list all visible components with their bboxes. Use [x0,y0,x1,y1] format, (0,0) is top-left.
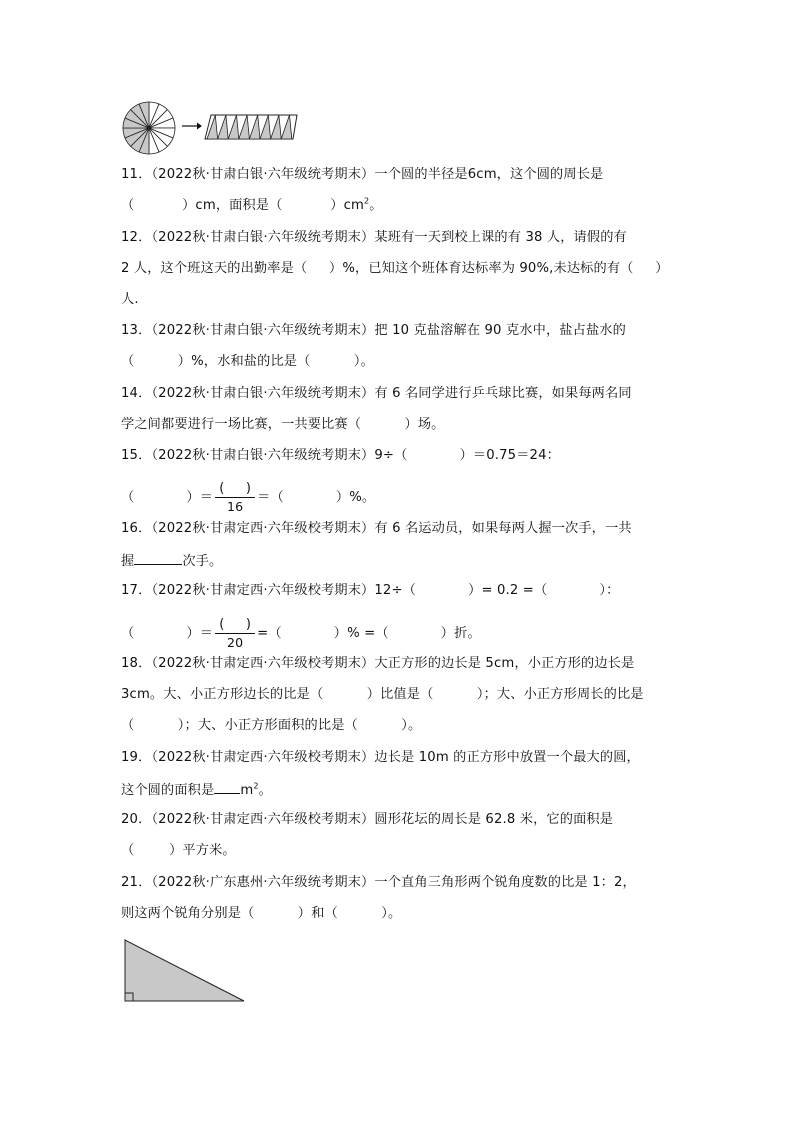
question-19-line-2 [121,780,272,800]
question-12-line-1: 12．（2022秋·甘肃白银·六年级统考期末）某班有一天到校上课的有 38 人，请假的有 [121,230,627,245]
question-11-end: 。 [369,198,383,213]
question-16-line-1: 16．（2022秋·甘肃定西·六年级校考期末）有 6 名运动员，如果每两人握一次手，一共 [121,521,632,536]
question-19-end: 。 [258,783,272,798]
question-18-line-3: （ ）；大、小正方形面积的比是（ ）。 [121,718,422,733]
rearranged-sectors-parallelogram-icon [203,113,299,141]
question-11-text: （ ）cm，面积是（ ）cm [121,198,365,213]
circle-divided-into-sectors-icon [121,100,177,156]
answer-blank[interactable] [214,780,240,794]
superscript: 2 [253,781,259,791]
question-20-line-1: 20．（2022秋·甘肃定西·六年级校考期末）圆形花坛的周长是 62.8 米，它的面积是 [121,812,614,827]
question-13-line-2: （ ）%，水和盐的比是（ ）。 [121,354,374,369]
question-17-line-1: 17．（2022秋·甘肃定西·六年级校考期末）12÷（ ）= 0.2 =（ ）： [121,583,620,598]
unit: m [240,783,254,798]
answer-blank[interactable] [134,551,182,565]
question-11-line-1: 11．（2022秋·甘肃白银·六年级统考期末）一个圆的半径是6cm，这个圆的周长是 [121,167,604,182]
question-14-line-1: 14．（2022秋·甘肃白银·六年级统考期末）有 6 名同学进行乒乓球比赛，如果每两名同 [121,386,632,401]
question-15-line-2 [121,482,375,512]
question-16-text: 握 [121,554,135,569]
question-18-line-1: 18．（2022秋·甘肃定西·六年级校考期末）大正方形的边长是 5cm，小正方形的边长是 [121,656,635,671]
question-12-line-2: 2 人，这个班这天的出勤率是（ ）%，已知这个班体育达标率为 90%,未达标的有（ ） [121,261,669,276]
fraction-numerator: ( ) [219,617,252,632]
question-17-line-2 [121,618,481,648]
question-19-text: 这个圆的面积是 [121,783,215,798]
fraction-denominator: 20 [227,635,244,650]
question-14-line-2: 学之间都要进行一场比赛，一共要比赛（ ）场。 [121,417,445,432]
question-17-text: （ ）＝ [121,626,214,641]
question-13-line-1: 13．（2022秋·甘肃白银·六年级统考期末）把 10 克盐溶解在 90 克水中，盐占盐水的 [121,323,626,338]
fraction-numerator: ( ) [219,481,252,496]
question-18-line-2: 3cm。大、小正方形边长的比是（ ）比值是（ ）；大、小正方形周长的比是 [121,687,644,702]
question-16-end: 次手。 [182,554,223,569]
question-16-line-2 [121,551,222,571]
fraction [213,618,257,648]
fraction-denominator: 16 [227,499,244,514]
question-19-line-1: 19．（2022秋·甘肃定西·六年级校考期末）边长是 10m 的正方形中放置一个最大的圆， [121,750,640,765]
question-15-text: （ ）＝ [121,490,214,505]
question-12-line-3: 人. [121,292,139,307]
arrow-right-icon [181,120,203,132]
question-21-line-2: 则这两个锐角分别是（ ）和（ ）。 [121,906,402,921]
right-triangle-icon [123,938,249,1004]
question-21-line-1: 21．（2022秋·广东惠州·六年级统考期末）一个直角三角形两个锐角度数的比是 1：2， [121,875,636,890]
question-20-line-2: （ ）平方米。 [121,843,236,858]
question-11-line-2 [121,197,383,215]
superscript: 2 [364,196,370,206]
question-17-end: =（ ）% =（ ）折。 [257,626,481,641]
question-15-end: ＝（ ）%。 [257,490,376,505]
question-15-line-1: 15．（2022秋·甘肃白银·六年级统考期末）9÷（ ）＝0.75＝24： [121,448,560,463]
fraction [213,482,257,512]
